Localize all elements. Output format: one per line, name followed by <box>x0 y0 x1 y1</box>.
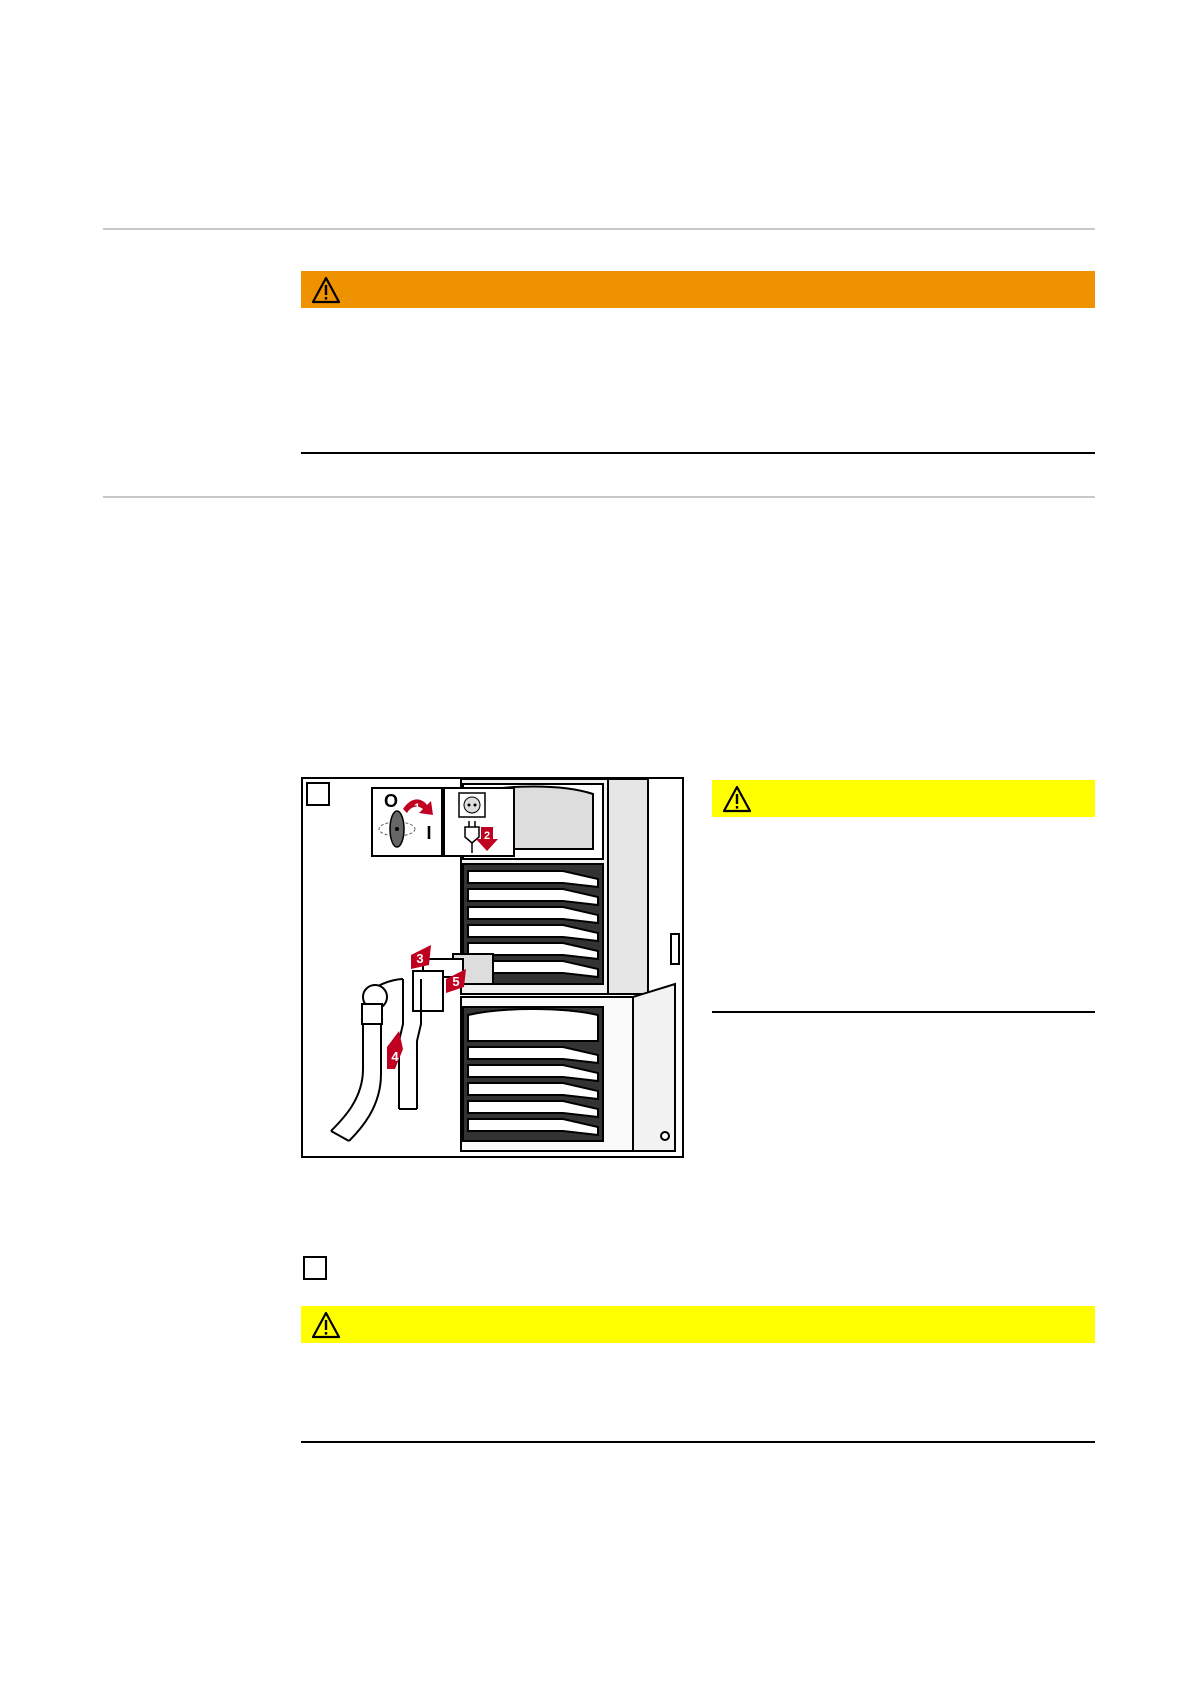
svg-text:5: 5 <box>452 974 460 989</box>
svg-text:3: 3 <box>416 951 424 966</box>
cooling-unit-lower <box>461 984 675 1151</box>
caution-warning-bar-bottom <box>301 1306 1095 1343</box>
svg-text:4: 4 <box>391 1049 399 1064</box>
coolant-drain-illustration <box>301 777 684 1158</box>
warning-triangle-icon <box>311 276 341 304</box>
warning-triangle-icon <box>311 1311 341 1339</box>
caution-warning-bar-side <box>712 780 1095 817</box>
svg-text:I: I <box>426 823 432 843</box>
section-divider-middle <box>103 496 1095 498</box>
section-divider-top <box>103 228 1095 230</box>
step-checkbox <box>303 1256 327 1280</box>
svg-text:2: 2 <box>483 830 491 842</box>
hoses <box>331 979 421 1141</box>
danger-warning-end-rule <box>301 452 1095 454</box>
main-switch-inset <box>372 788 442 856</box>
caution-side-end-rule <box>712 1011 1095 1013</box>
mains-plug-inset <box>444 788 514 856</box>
caution-bottom-end-rule <box>301 1441 1095 1443</box>
svg-text:O: O <box>383 791 399 811</box>
warning-triangle-icon <box>722 785 752 813</box>
svg-text:1: 1 <box>413 802 421 814</box>
danger-warning-bar <box>301 271 1095 308</box>
figure-step-box <box>306 782 330 806</box>
